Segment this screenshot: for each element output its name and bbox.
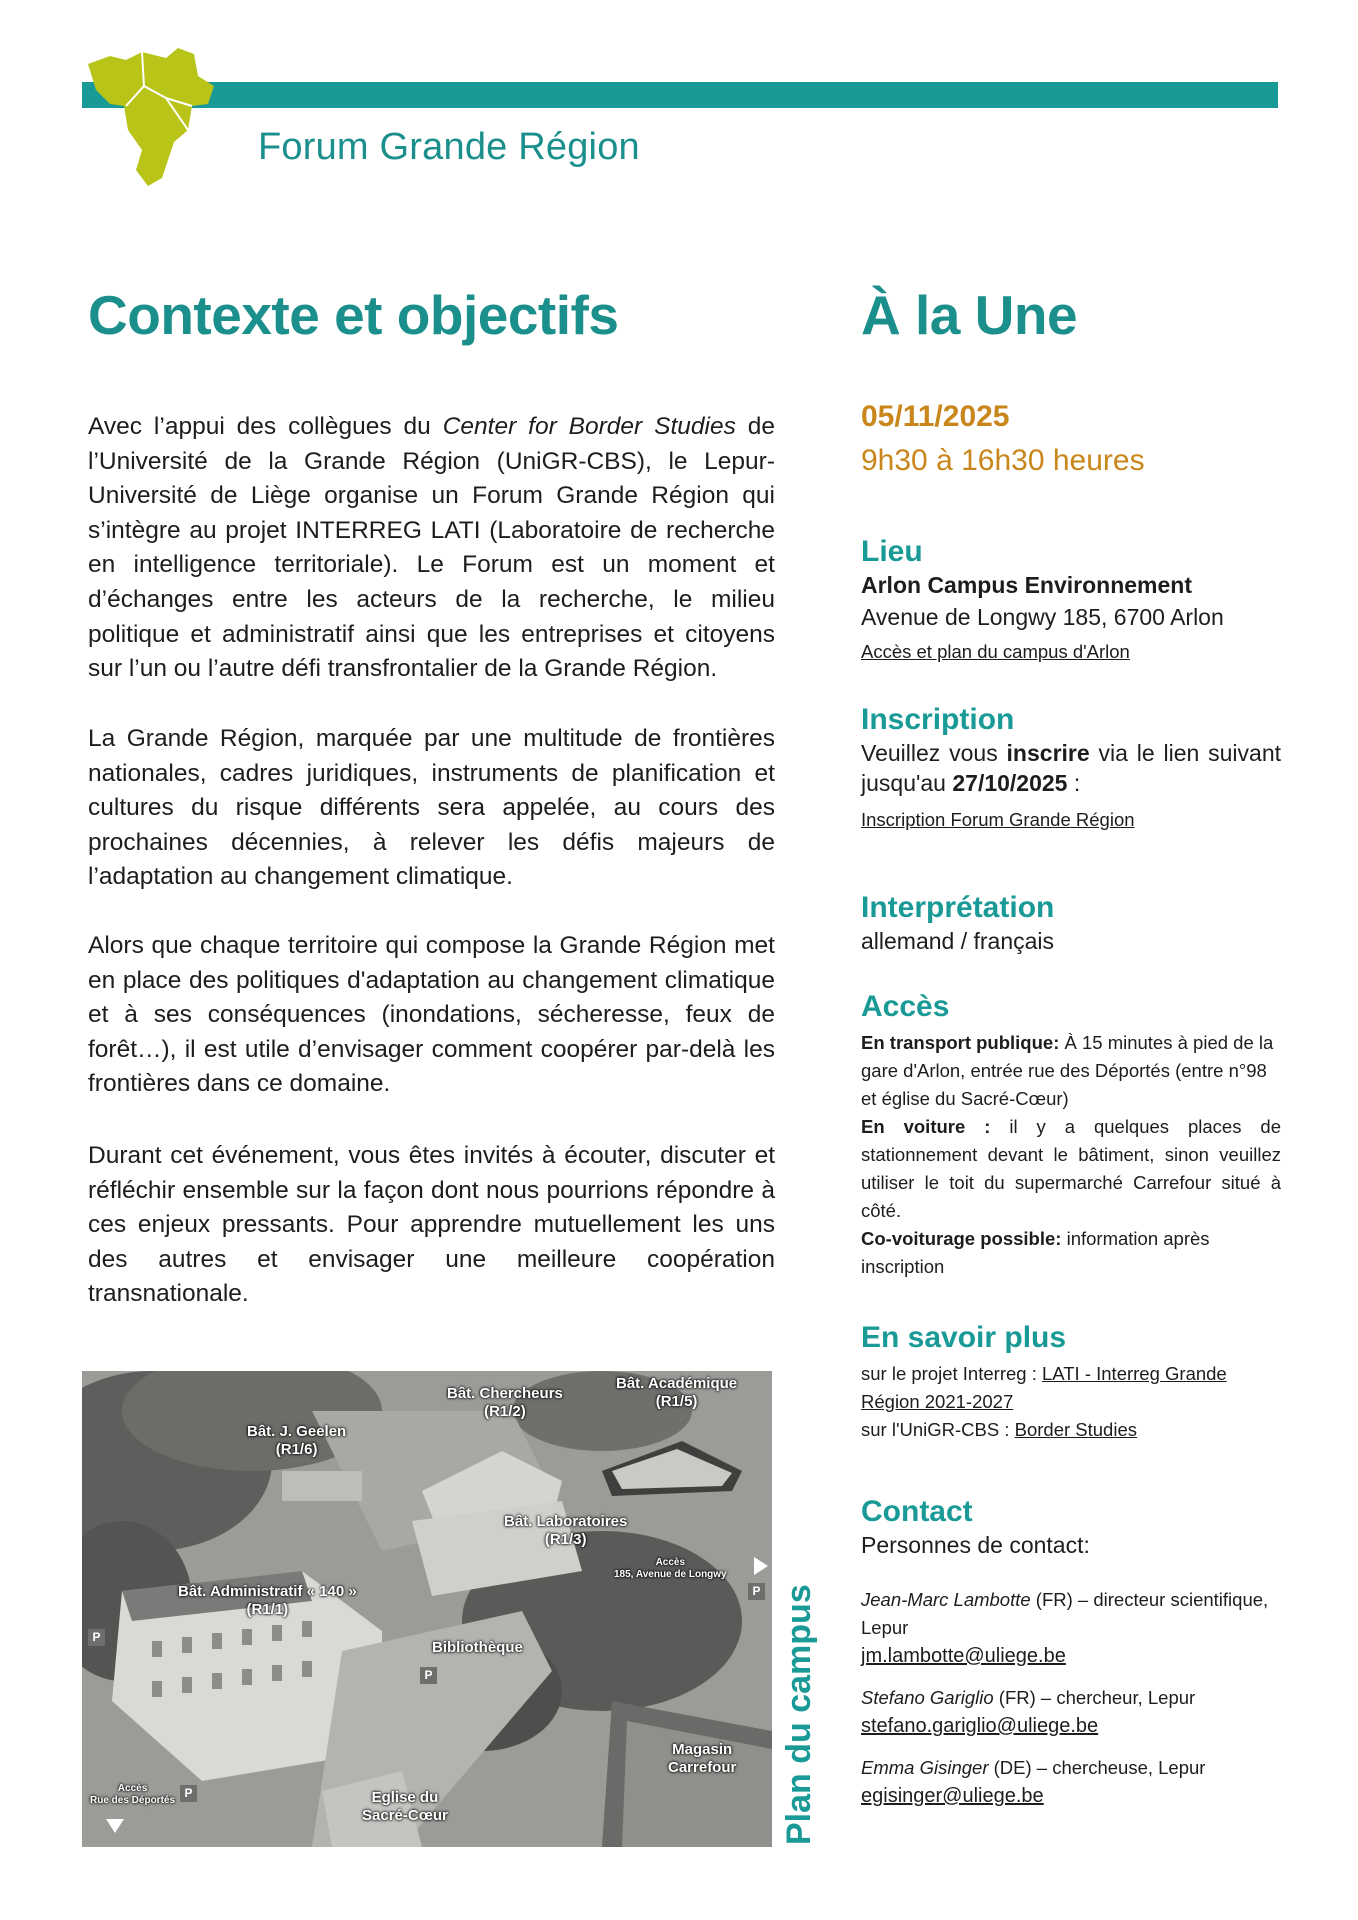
header-bar <box>82 82 1278 108</box>
label-acces-longwy: Accès 185, Avenue de Longwy <box>614 1557 727 1580</box>
contact-email-link[interactable]: jm.lambotte@uliege.be <box>861 1645 1066 1667</box>
label-laboratoires: Bât. Laboratoires (R1/3) <box>504 1513 628 1548</box>
campus-map-side-label: Plan du campus <box>780 1584 818 1845</box>
paragraph-intro: Avec l’appui des collègues du Center for Border Studies de l’Université de la Grande Région (UniGR-CBS), le Lepur-Université de Liège organise un Forum Grande Région qui s’intègre au projet INTERREG LATI (Laboratoire de recherche en intelligence territoriale). Le Forum est un moment et d’échanges entre les acteurs de la recherche, le milieu politique et administratif ainsi que les entreprises et citoyens sur l’un ou l’autre défi transfrontalier de la Grande Région. <box>88 413 775 683</box>
contact-subtitle: Personnes de contact: <box>861 1532 1090 1558</box>
section-title-une: À la Une <box>861 284 1078 346</box>
savoir-heading: En savoir plus <box>861 1321 1067 1354</box>
inscription-link[interactable]: Inscription Forum Grande Région <box>861 809 1135 830</box>
savoir-links: sur le projet Interreg : LATI - Interreg Grande Région 2021-2027 sur l'UniGR-CBS : Border Studies <box>861 1363 1227 1440</box>
venue-address: Avenue de Longwy 185, 6700 Arlon <box>861 604 1224 630</box>
acces-heading: Accès <box>861 990 950 1023</box>
lieu-heading: Lieu <box>861 535 923 568</box>
paragraph-evenement: Durant cet événement, vous êtes invités à écouter, discuter et réfléchir ensemble sur la façon dont nous pourrions répondre à ces enjeux pressants. Pour apprendre mutuellement les uns des autres et envisager une meilleure coopération transnationale. <box>88 1142 775 1308</box>
interpretation-languages: allemand / français <box>861 928 1055 954</box>
grande-region-map-logo <box>82 46 232 188</box>
inscription-heading: Inscription <box>861 703 1015 736</box>
inscription-text: Veuillez vous inscrire via le lien suivant jusqu'au 27/10/2025 : <box>861 740 1281 796</box>
event-time: 9h30 à 16h30 heures <box>861 444 1145 477</box>
contact-person: Emma Gisinger (DE) – chercheuse, Lepur egisinger@uliege.be <box>861 1757 1206 1807</box>
contact-email-link[interactable]: egisinger@uliege.be <box>861 1785 1044 1807</box>
paragraph-territoire: Alors que chaque territoire qui compose la Grande Région met en place des politiques d'adaptation au changement climatique et à ses conséquences (inondations, sécheresse, feux de forêt…), il est utile d’envisager comment coopérer par-delà les frontières dans ce domaine. <box>88 932 775 1098</box>
label-geelen: Bât. J. Geelen (R1/6) <box>247 1423 347 1458</box>
parking-icon: P <box>180 1785 197 1802</box>
section-title-context: Contexte et objectifs <box>88 284 619 346</box>
interpretation-heading: Interprétation <box>861 891 1055 924</box>
border-studies-link[interactable]: Border Studies <box>1014 1419 1137 1440</box>
label-carrefour: Magasin Carrefour <box>668 1741 737 1776</box>
label-eglise: Eglise du Sacré-Cœur <box>362 1789 448 1824</box>
label-academique: Bât. Académique (R1/5) <box>616 1375 738 1410</box>
interpretation-section <box>861 890 1281 956</box>
acces-details: En transport publique: À 15 minutes à pied de la gare d'Arlon, entrée rue des Déportés (entre n°98 et église du Sacré-Cœur) En voiture : il y a quelques places de stationnement devant le bâtiment, sinon veuillez utiliser le toit du supermarché Carrefour situé à côté. Co-voiturage possible: information après inscription <box>861 1032 1281 1277</box>
arrow-right-icon <box>754 1557 768 1575</box>
contact-person: Stefano Gariglio (FR) – chercheur, Lepur stefano.gariglio@uliege.be <box>861 1687 1196 1737</box>
venue-name: Arlon Campus Environnement <box>861 572 1192 598</box>
label-bibliotheque: Bibliothèque <box>432 1639 523 1656</box>
label-acces-deportes: Accès Rue des Déportés <box>90 1783 176 1806</box>
savoir-section <box>861 1320 1281 1444</box>
acces-section <box>861 989 1281 1281</box>
contact-heading: Contact <box>861 1495 973 1528</box>
parking-icon: P <box>748 1583 765 1600</box>
contact-person: Jean-Marc Lambotte (FR) – directeur scientifique, Lepur jm.lambotte@uliege.be <box>861 1589 1269 1667</box>
lieu-section <box>861 534 1281 666</box>
label-administratif: Bât. Administratif « 140 » (R1/1) <box>178 1583 357 1618</box>
parking-icon: P <box>88 1629 105 1646</box>
contact-email-link[interactable]: stefano.gariglio@uliege.be <box>861 1715 1099 1737</box>
brand-title: Forum Grande Région <box>258 126 640 168</box>
arrow-down-icon <box>106 1819 124 1833</box>
parking-icon: P <box>420 1667 437 1684</box>
event-date: 05/11/2025 <box>861 400 1010 433</box>
contact-section <box>861 1494 1281 1810</box>
lati-interreg-link[interactable]: LATI - Interreg Grande Région 2021-2027 <box>861 1363 1227 1412</box>
campus-aerial-map <box>82 1371 772 1847</box>
campus-access-link[interactable]: Accès et plan du campus d'Arlon <box>861 641 1130 662</box>
inscription-section <box>861 702 1281 834</box>
paragraph-grande-region: La Grande Région, marquée par une multitude de frontières nationales, cadres juridiques, instruments de planification et cultures du risque différents sera appelée, au cours des prochaines décennies, à relever les défis majeurs de l’adaptation au changement climatique. <box>88 725 775 891</box>
label-chercheurs: Bât. Chercheurs (R1/2) <box>447 1385 563 1420</box>
